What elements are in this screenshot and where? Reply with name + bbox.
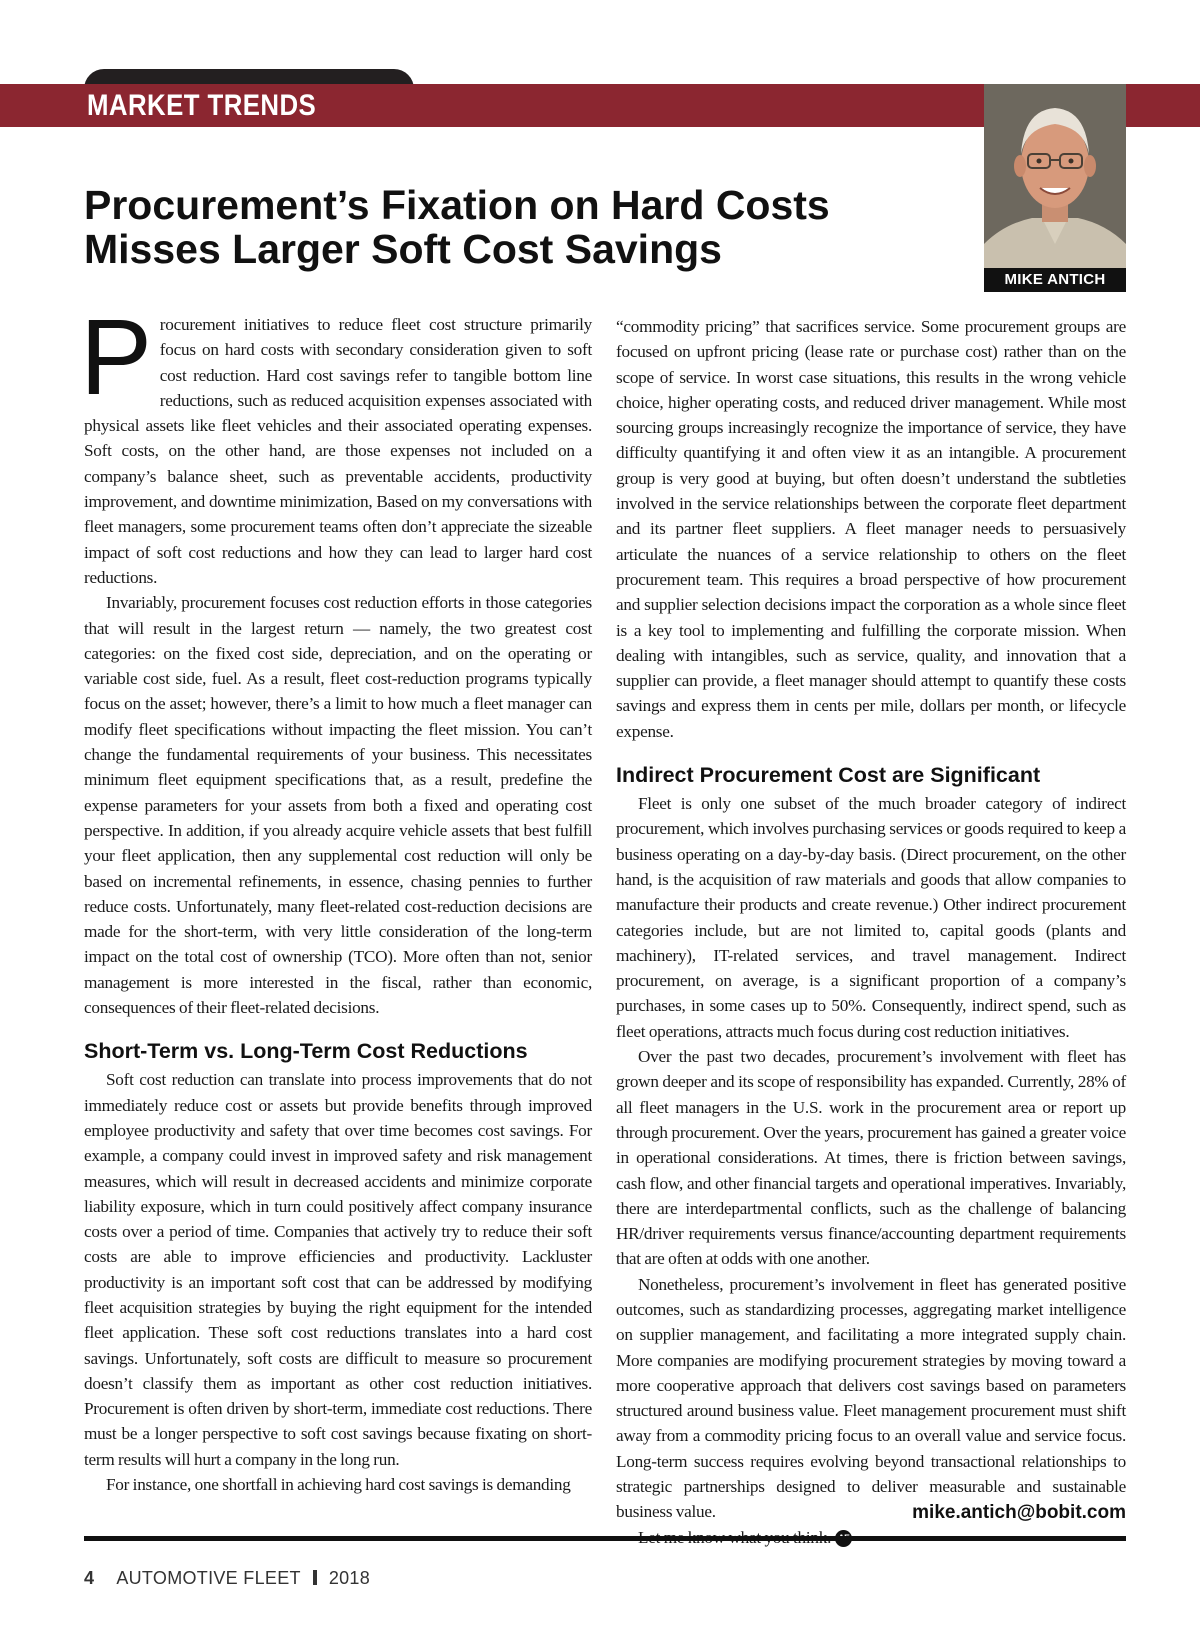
page-number: 4 [84, 1568, 95, 1588]
page-footer [84, 1568, 370, 1589]
author-name: MIKE ANTICH [984, 268, 1126, 292]
subheading: Indirect Procurement Cost are Significant [616, 763, 1041, 788]
drop-cap: P [80, 296, 152, 417]
section-label: MARKET TRENDS [87, 89, 317, 122]
author-portrait-illustration [984, 84, 1126, 268]
author-email[interactable]: mike.antich@bobit.com [912, 1502, 1126, 1523]
body-paragraph: Over the past two decades, procurement’s involvement with fleet has grown deeper and its scope of responsibility has expanded. Currently, 28% of all fleet managers in the U.S. work in the procurement area or report up through procurement. Over the years, procurement has gained a greater voice in operational considerations. At times, there is friction between savings, cash flow, and other financial targets and operational imperatives. Invariably, there are interdepartmental conflicts, such as the challenge of balancing HR/driver requirements versus finance/accounting department requirements that are often at odds with one another. [616, 1047, 1126, 1269]
headline-line-2: Misses Larger Soft Cost Savings [84, 226, 722, 272]
publication-name: AUTOMOTIVE FLEET [116, 1568, 301, 1588]
bottom-rule [84, 1536, 1126, 1541]
body-paragraph: Fleet is only one subset of the much broader category of indirect procurement, which involves purchasing services or goods required to keep a business operating on a day-by-day basis. (Direct procurement, on the other hand, is the acquisition of raw materials and goods that allow companies to manufacture their products and create revenue.) Other indirect procurement categories include, but are not limited to, capital goods (plants and machinery), IT-related services, and travel management. Indirect procurement, on average, is a significant proportion of a company’s purchases, in some cases up to 50%. Consequently, indirect spend, such as fleet operations, attracts much focus during cost reduction initiatives. [616, 794, 1126, 1041]
publication-year: 2018 [328, 1568, 371, 1588]
body-paragraph: Nonetheless, procurement’s involvement in fleet has generated positive outcomes, such as standardizing processes, aggregating market intelligence on supplier management, and facilitating a more integrated supply chain. More companies are modifying procurement strategies by moving toward a more cooperative approach that delivers cost savings based on parameters structured around business value. Fleet management procurement must shift away from a commodity pricing focus to an overall value and service focus. Long-term success requires evolving beyond transactional relationships to strategic partnerships designed to deliver measurable and sustainable business value. [616, 1274, 1126, 1522]
article-column-right [616, 312, 1126, 1550]
body-paragraph: Procurement initiatives to reduce fleet cost structure primarily focus on hard costs with secondary consideration given to soft cost reduction. Hard cost savings refer to tangible bottom line reductions, such as reduced acquisition expenses associated with physical assets like fleet vehicles and their associated operating expenses. Soft costs, on the other hand, are those expenses not included on a company’s balance sheet, such as preventable accidents, productivity improvement, and downtime minimization, Based on my conversations with fleet managers, some procurement teams often don’t appreciate the sizeable impact of soft cost reductions and how they can lead to larger hard cost reductions. [80, 296, 592, 587]
article-column-left [80, 296, 592, 1497]
subheading: Short-Term vs. Long-Term Cost Reductions [84, 1039, 528, 1064]
footer-divider [313, 1570, 317, 1585]
body-paragraph: Soft cost reduction can translate into process improvements that do not immediately reduce cost or assets but provide benefits through improved employee productivity and safety that over time becomes cost savings. For example, a company could invest in improved safety and risk management measures, which will result in decreased accidents and minimize corporate liability exposure, which in turn could positively affect company insurance costs over a period of time. Companies that actively try to reduce their soft costs are able to improve efficiencies and productivity. Lackluster productivity is an important soft cost that can be addressed by modifying fleet acquisition strategies by buying the right equipment for the intended fleet application. These soft cost reductions translates into a hard cost savings. Unfortunately, soft costs are difficult to measure so procurement doesn’t classify them as important as other cost reduction initiatives. Procurement is often driven by short-term, immediate cost reductions. There must be a longer perspective to soft cost savings because fixating on short-term results will hurt a company in the long run. [84, 1070, 592, 1469]
body-paragraph-continuation: “commodity pricing” that sacrifices service. Some procurement groups are focused on upfront pricing (lease rate or purchase cost) rather than on the scope of service. In worst case situations, this results in the wrong vehicle choice, higher operating costs, and reduced driver management. While most sourcing groups increasingly recognize the importance of service, they have difficulty quantifying it and often view it as an intangible. A procurement group is very good at buying, but often doesn’t understand the subtleties involved in the service relationships between the corporate fleet department and its partner fleet suppliers. A fleet manager needs to persuasively articulate the nuances of a service relationship to others on the fleet procurement team. This requires a broad perspective of how procurement and supplier selection decisions impact the corporation as a whole since fleet is a key tool to implementing and fulfilling the corporate mission. When dealing with intangibles, such as service, quality, and innovation that a supplier can provide, a fleet manager should attempt to quantify these costs savings and express them in cents per mile, dollars per month, or lifecycle expense. [616, 317, 1126, 741]
headline-line-1: Procurement’s Fixation on Hard Costs [84, 182, 830, 228]
author-photo [984, 84, 1126, 268]
body-paragraph: Invariably, procurement focuses cost reduction efforts in those categories that will result in the largest return — namely, the two greatest cost categories: on the fixed cost side, depreciation, and on the operating or variable cost side, fuel. As a result, fleet cost-reduction programs typically focus on the asset; however, there’s a limit to how much a fleet manager can modify fleet specifications without impacting the fleet mission. You can’t change the fundamental requirements of your business. This necessitates minimum fleet equipment specifications that, as a result, predefine the expense parameters for your assets from both a fixed and operating cost perspective. In addition, if you already acquire vehicle assets that best fulfill your fleet application, then any supplemental cost reduction will only be based on incremental refinements, in essence, chasing pennies to further reduce costs. Unfortunately, many fleet-related cost-reduction decisions are made for the short-term, with very little consideration of the long-term impact on the total cost of ownership (TCO). More often than not, senior management is more interested in the fiscal, rather than economic, consequences of their fleet-related decisions. [84, 593, 592, 1018]
body-paragraph: For instance, one shortfall in achieving hard cost savings is demanding [106, 1475, 571, 1495]
headline [84, 183, 964, 271]
